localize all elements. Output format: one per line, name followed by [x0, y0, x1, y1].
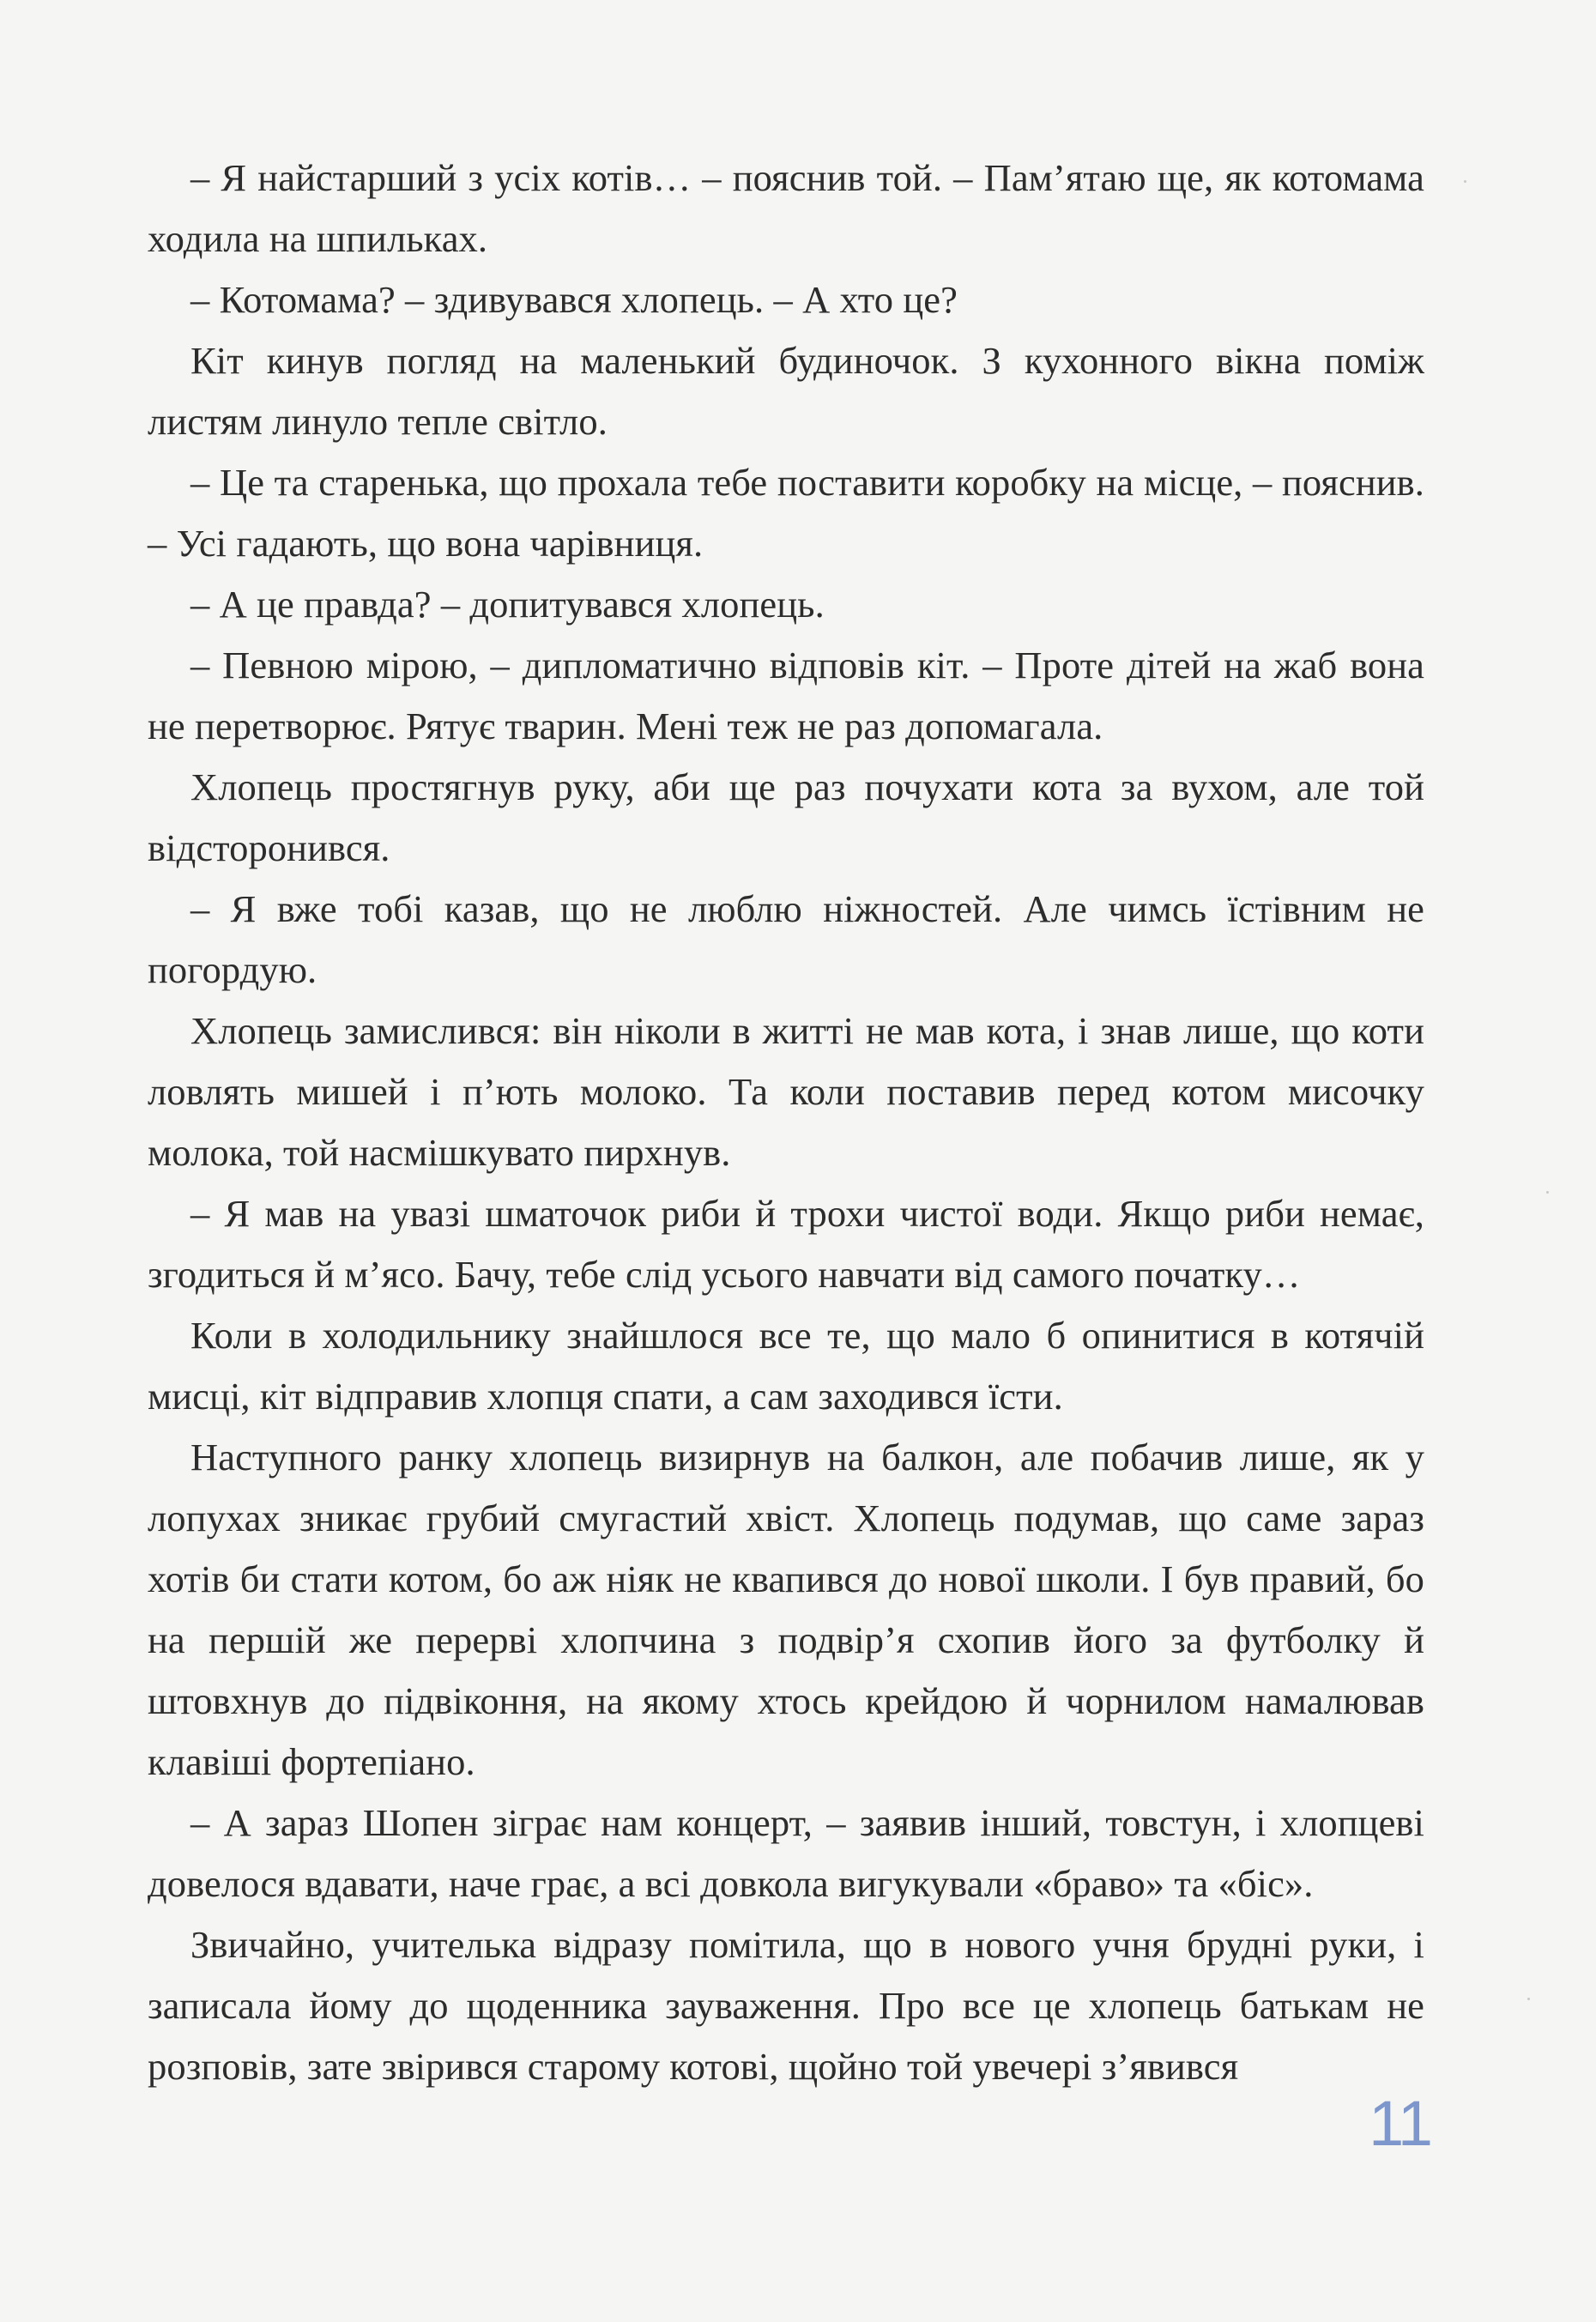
paragraph: – Це та старенька, що прохала тебе поставити коробку на місце, – пояснив. – Усі гадають, що вона чарівниця.: [148, 461, 1424, 565]
paragraph: – А це правда? – допитувався хлопець.: [190, 583, 825, 626]
paragraph: – Я мав на увазі шматочок риби й трохи чистої води. Якщо риби немає, згодиться й м’ясо. Бачу, тебе слід усього навчати від самого початку…: [148, 1192, 1424, 1296]
paragraph: Кіт кинув погляд на маленький будиночок. З кухонного вікна поміж листям линуло тепле світло.: [148, 339, 1424, 443]
page-number: 11: [1369, 2088, 1431, 2159]
paper-speck: [1546, 1191, 1549, 1194]
paper-speck: [1527, 1998, 1530, 2000]
paper-speck: [1464, 180, 1466, 183]
paragraph: Звичайно, учителька відразу помітила, що в нового учня брудні руки, і записала йому до щоденника зауваження. Про все це хлопець батькам не розповів, зате звірився старому котові, щойно той увечері з’явився: [148, 1923, 1424, 2088]
paragraph: Хлопець замислився: він ніколи в житті не мав кота, і знав лише, що коти ловлять мишей і п’ють молоко. Та коли поставив перед котом мисочку молока, той насмішкувато пирхнув.: [148, 1009, 1424, 1174]
paragraph: – А зараз Шопен зіграє нам концерт, – заявив інший, товстун, і хлопцеві довелося вдавати, наче грає, а всі довкола вигукували «браво» та «біс».: [148, 1801, 1424, 1905]
paragraph: – Я найстарший з усіх котів… – пояснив той. – Пам’ятаю ще, як котомама ходила на шпильках.: [148, 156, 1424, 260]
paragraph: Коли в холодильнику знайшлося все те, що мало б опинитися в котячій мисці, кіт відправив хлопця спати, а сам заходився їсти.: [148, 1314, 1424, 1418]
paragraph: – Певною мірою, – дипломатично відповів кіт. – Проте дітей на жаб вона не перетворює. Рятує тварин. Мені теж не раз допомагала.: [148, 644, 1424, 747]
body-text: [148, 148, 1424, 2097]
paragraph: Хлопець простягнув руку, аби ще раз почухати кота за вухом, але той відсторонився.: [148, 765, 1424, 869]
paragraph: – Я вже тобі казав, що не люблю ніжностей. Але чимсь їстівним не погордую.: [148, 887, 1424, 991]
paragraph: Наступного ранку хлопець визирнув на балкон, але побачив лише, як у лопухах зникає грубий смугастий хвіст. Хлопець подумав, що саме зараз хотів би стати котом, бо аж ніяк не квапився до нової школи. І був правий, бо на першій же перерві хлопчина з подвір’я схопив його за футболку й штовхнув до підвіконня, на якому хтось крейдою й чорнилом намалював клавіші фортепіано.: [148, 1436, 1424, 1783]
paragraph: – Котомама? – здивувався хлопець. – А хто це?: [190, 278, 958, 321]
